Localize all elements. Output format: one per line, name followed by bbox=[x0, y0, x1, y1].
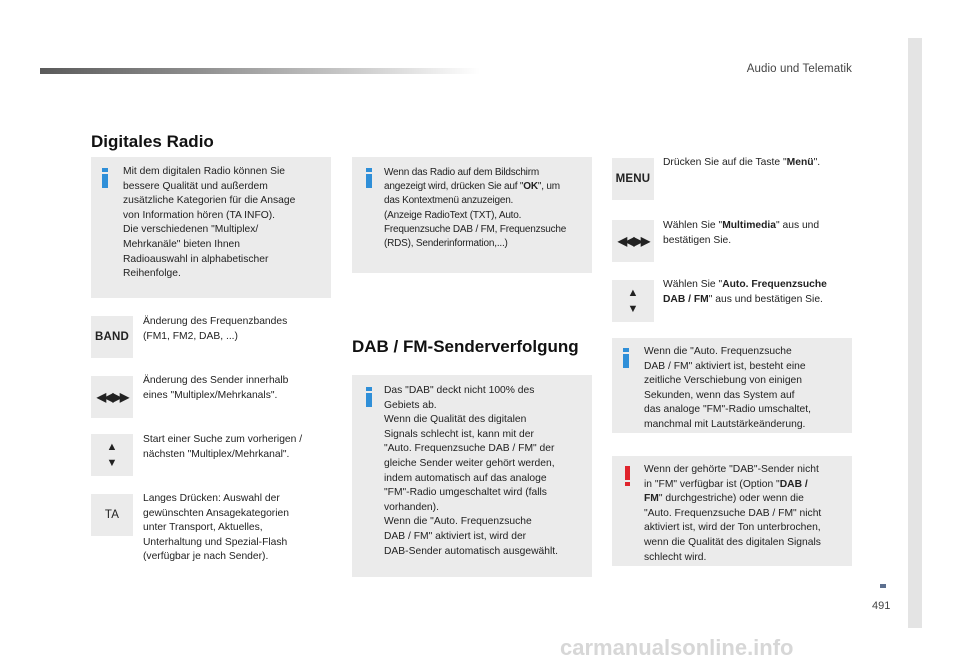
step-select-multimedia: Wählen Sie "Multimedia" aus und bestätigen Sie. bbox=[663, 220, 820, 246]
ta-button-icon: TA bbox=[91, 494, 133, 536]
ta-description: Langes Drücken: Auswahl der gewünschten Ansagekategorien unter Transport, Aktuelles, Unterhaltung und Spezial-Flash (verfügbar je nach Sender). bbox=[143, 493, 289, 563]
seek-buttons-icon: ◀◀ ▶▶ bbox=[612, 220, 654, 262]
step-select-auto-frequency: Wählen Sie "Auto. Frequenzsuche DAB / FM" aus und bestätigen Sie. bbox=[663, 279, 827, 305]
page-marker bbox=[880, 584, 886, 588]
section-title-dab-fm: DAB / FM-Senderverfolgung bbox=[352, 337, 579, 356]
seek-buttons-icon: ◀◀ ▶▶ bbox=[91, 376, 133, 418]
section-title-digital-radio: Digitales Radio bbox=[91, 132, 214, 151]
warning-box-dab-not-available bbox=[612, 456, 852, 566]
info-box-digital-radio bbox=[91, 157, 331, 298]
info-icon bbox=[366, 387, 372, 407]
info-text: Das "DAB" deckt nicht 100% des Gebiets ab. Wenn die Qualität des digitalen Signals schlecht ist, kann mit der "Auto. Frequenzsuche DAB / FM" der gleiche Sender weiter gehört werden, indem automatisch auf das analoge "FM"-Radio umgeschaltet wird (falls vorhanden). Wenn die "Auto. Frequenzsuche DAB / FM" aktiviert ist, wird der DAB-Sender automatisch ausgewählt. bbox=[384, 385, 558, 557]
info-box-time-shift bbox=[612, 338, 852, 433]
up-down-arrows-icon: ▲ ▼ bbox=[612, 280, 654, 322]
page-side-tab bbox=[908, 38, 922, 628]
page-number: 491 bbox=[872, 600, 891, 612]
watermark: carmanualsonline.info bbox=[560, 635, 794, 660]
seek-description: Änderung des Sender innerhalb eines "Multiplex/Mehrkanals". bbox=[143, 375, 289, 401]
info-text: Wenn die "Auto. Frequenzsuche DAB / FM" aktiviert ist, besteht eine zeitliche Verschiebung von einigen Sekunden, wenn das System auf das analoge "FM"-Radio umschaltet, manchmal mit Lautstärkeänderung. bbox=[644, 346, 811, 430]
info-box-ok-menu bbox=[352, 157, 592, 273]
info-icon bbox=[366, 168, 372, 188]
info-box-dab-coverage bbox=[352, 375, 592, 577]
info-icon bbox=[623, 348, 629, 368]
warning-icon bbox=[624, 466, 632, 486]
chapter-title: Audio und Telematik bbox=[746, 63, 852, 75]
menu-button-icon: MENU bbox=[612, 158, 654, 200]
warning-text: Wenn der gehörte "DAB"-Sender nicht in "FM" verfügbar ist (Option "DAB / FM" durchgestriche) oder wenn die "Auto. Frequenzsuche DAB / FM" nicht aktiviert ist, wird der Ton unterbrochen, wenn die Qualität des digitalen Signals schlecht wird. bbox=[644, 464, 822, 563]
info-text: Mit dem digitalen Radio können Sie bessere Qualität und außerdem zusätzliche Kategorien für die Ansage von Information hören (TA INFO). Die verschiedenen "Multiplex/ Mehrkanäle" bieten Ihnen Radioauswahl in alphabetischer Reihenfolge. bbox=[123, 166, 296, 280]
step-press-menu: Drücken Sie auf die Taste "Menü". bbox=[663, 157, 821, 168]
header-gradient-bar bbox=[40, 68, 480, 74]
band-description: Änderung des Frequenzbandes (FM1, FM2, DAB, ...) bbox=[143, 316, 288, 342]
band-button-icon: BAND bbox=[91, 316, 133, 358]
search-description: Start einer Suche zum vorherigen / nächsten "Multiplex/Mehrkanal". bbox=[143, 434, 303, 460]
up-down-arrows-icon: ▲ ▼ bbox=[91, 434, 133, 476]
info-text: Wenn das Radio auf dem Bildschirm angezeigt wird, drücken Sie auf "OK", um das Kontextmenü anzuzeigen. (Anzeige RadioText (TXT), Auto. Frequenzsuche DAB / FM, Frequenzsuche (RDS), Senderinformation,...) bbox=[384, 167, 567, 250]
info-icon bbox=[102, 168, 108, 188]
